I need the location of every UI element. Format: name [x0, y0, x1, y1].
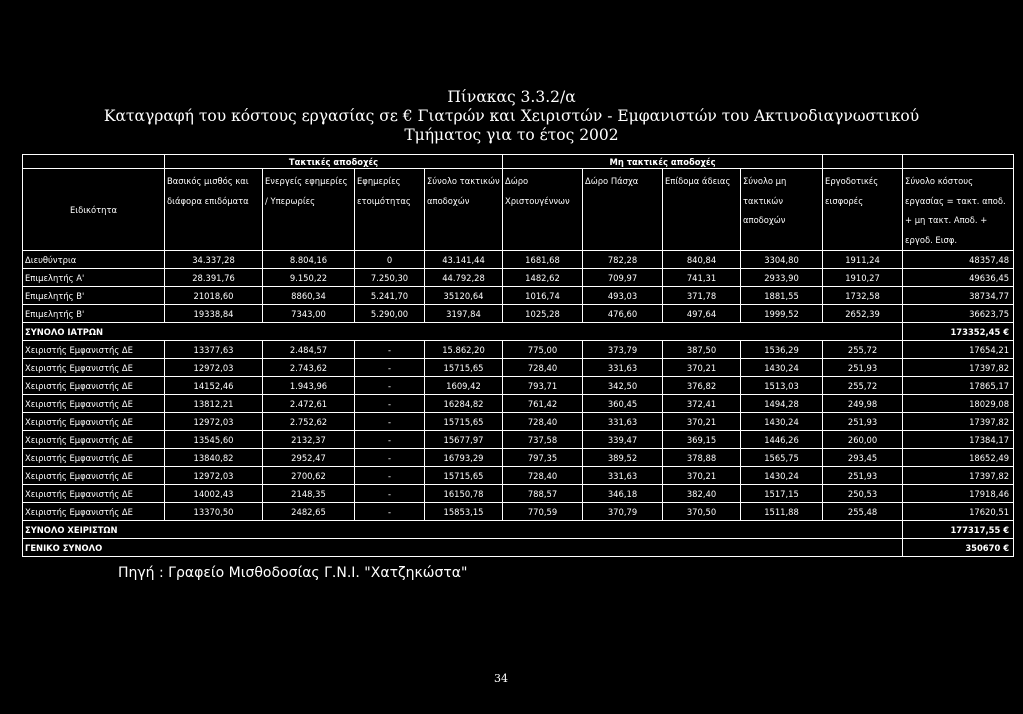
table-cell: 1016,74: [503, 287, 583, 305]
column-header: Ειδικότητα: [23, 169, 165, 251]
table-cell: 15715,65: [425, 467, 503, 485]
table-cell: 255,48: [823, 503, 903, 521]
row-label: Επιμελητής Β': [23, 305, 165, 323]
row-label: Επιμελητής Β': [23, 287, 165, 305]
table-cell: 782,28: [583, 251, 663, 269]
table-cell: 2.484,57: [263, 341, 355, 359]
blank-cell: [23, 155, 165, 169]
table-cell: 761,42: [503, 395, 583, 413]
table-cell: 3304,80: [741, 251, 823, 269]
column-header: Βασικός μισθός και διάφορα επιδόματα: [165, 169, 263, 251]
grand-total-row: [23, 539, 1014, 557]
row-label: Χειριστής Εμφανιστής ΔΕ: [23, 413, 165, 431]
table-row: [23, 269, 1014, 287]
table-cell: 255,72: [823, 341, 903, 359]
column-header: Εργοδοτικές εισφορές: [823, 169, 903, 251]
table-cell: 260,00: [823, 431, 903, 449]
table-cell: 17654,21: [903, 341, 1014, 359]
table-cell: 788,57: [503, 485, 583, 503]
table-cell: 12972,03: [165, 359, 263, 377]
table-cell: 371,78: [663, 287, 741, 305]
group-header-row: [23, 155, 1014, 169]
table-cell: 346,18: [583, 485, 663, 503]
table-cell: 1681,68: [503, 251, 583, 269]
doctors-total-label: ΣΥΝΟΛΟ ΙΑΤΡΩΝ: [23, 323, 903, 341]
table-cell: 12972,03: [165, 413, 263, 431]
table-cell: 728,40: [503, 413, 583, 431]
table-cell: 1536,29: [741, 341, 823, 359]
table-cell: 2952,47: [263, 449, 355, 467]
row-label: Χειριστής Εμφανιστής ΔΕ: [23, 485, 165, 503]
table-row: [23, 467, 1014, 485]
table-cell: -: [355, 467, 425, 485]
table-cell: 797,35: [503, 449, 583, 467]
table-cell: 1517,15: [741, 485, 823, 503]
table-cell: 18029,08: [903, 395, 1014, 413]
page-title: [0, 88, 1023, 145]
table-cell: 370,21: [663, 413, 741, 431]
table-cell: -: [355, 341, 425, 359]
table-cell: 17620,51: [903, 503, 1014, 521]
doctors-total-value: 173352,45 €: [903, 323, 1014, 341]
column-header: Σύνολο κόστους εργασίας = τακτ. αποδ. + μη τακτ. Αποδ. + εργοδ. Εισφ.: [903, 169, 1014, 251]
table-cell: 728,40: [503, 359, 583, 377]
table-cell: 3197,84: [425, 305, 503, 323]
table-cell: 8860,34: [263, 287, 355, 305]
table-cell: 1999,52: [741, 305, 823, 323]
table-cell: 737,58: [503, 431, 583, 449]
table-cell: -: [355, 503, 425, 521]
table-cell: 15715,65: [425, 413, 503, 431]
table-cell: -: [355, 359, 425, 377]
grand-total-value: 350670 €: [903, 539, 1014, 557]
table-cell: 16284,82: [425, 395, 503, 413]
table-cell: 7.250,30: [355, 269, 425, 287]
page-number: 34: [494, 672, 508, 685]
column-header-row: [23, 169, 1014, 251]
table-cell: 2482,65: [263, 503, 355, 521]
table-cell: 2.752,62: [263, 413, 355, 431]
table-cell: 12972,03: [165, 467, 263, 485]
table-cell: 2652,39: [823, 305, 903, 323]
source-note: Πηγή : Γραφείο Μισθοδοσίας Γ.Ν.Ι. "Χατζηκώστα": [118, 565, 468, 581]
table-cell: 378,88: [663, 449, 741, 467]
row-label: Διευθύντρια: [23, 251, 165, 269]
row-label: Χειριστής Εμφανιστής ΔΕ: [23, 431, 165, 449]
table-row: [23, 341, 1014, 359]
row-label: Χειριστής Εμφανιστής ΔΕ: [23, 467, 165, 485]
table-cell: 38734,77: [903, 287, 1014, 305]
table-number: Πίνακας 3.3.2/α: [447, 88, 576, 106]
table-cell: 249,98: [823, 395, 903, 413]
table-cell: 17865,17: [903, 377, 1014, 395]
table-cell: 15715,65: [425, 359, 503, 377]
table-cell: 13812,21: [165, 395, 263, 413]
table-row: [23, 305, 1014, 323]
table-cell: 382,40: [663, 485, 741, 503]
table-cell: 34.337,28: [165, 251, 263, 269]
row-label: Χειριστής Εμφανιστής ΔΕ: [23, 503, 165, 521]
table-cell: 369,15: [663, 431, 741, 449]
table-row: [23, 251, 1014, 269]
table-cell: 48357,48: [903, 251, 1014, 269]
table-cell: 360,45: [583, 395, 663, 413]
table-cell: 1482,62: [503, 269, 583, 287]
labor-cost-table: [22, 154, 1014, 557]
column-header: Εφημερίες ετοιμότητας: [355, 169, 425, 251]
table-cell: 493,03: [583, 287, 663, 305]
table-row: [23, 449, 1014, 467]
row-label: Χειριστής Εμφανιστής ΔΕ: [23, 377, 165, 395]
table-cell: 17384,17: [903, 431, 1014, 449]
table-cell: 370,21: [663, 359, 741, 377]
doctors-total-row: [23, 323, 1014, 341]
table-cell: 7343,00: [263, 305, 355, 323]
table-cell: 255,72: [823, 377, 903, 395]
table-cell: 14002,43: [165, 485, 263, 503]
table-cell: 1430,24: [741, 467, 823, 485]
table-cell: -: [355, 485, 425, 503]
table-cell: 14152,46: [165, 377, 263, 395]
table-cell: 250,53: [823, 485, 903, 503]
table-cell: 2132,37: [263, 431, 355, 449]
table-cell: 1025,28: [503, 305, 583, 323]
table-row: [23, 431, 1014, 449]
table-row: [23, 395, 1014, 413]
table-cell: 1430,24: [741, 359, 823, 377]
column-header: Δώρο Χριστουγέννων: [503, 169, 583, 251]
table-cell: -: [355, 377, 425, 395]
column-header: Ενεργείς εφημερίες / Υπερωρίες: [263, 169, 355, 251]
table-cell: 13370,50: [165, 503, 263, 521]
column-header: Δώρο Πάσχα: [583, 169, 663, 251]
operators-total-label: ΣΥΝΟΛΟ ΧΕΙΡΙΣΤΩΝ: [23, 521, 903, 539]
table-cell: 15677,97: [425, 431, 503, 449]
table-caption-line-1: Καταγραφή του κόστους εργασίας σε € Γιατρών και Χειριστών - Εμφανιστών του Ακτινοδιαγνωστικού: [103, 107, 920, 125]
table-cell: 370,21: [663, 467, 741, 485]
table-cell: 16150,78: [425, 485, 503, 503]
column-header: Σύνολο μη τακτικών αποδοχών: [741, 169, 823, 251]
table-cell: 2933,90: [741, 269, 823, 287]
table-cell: 17397,82: [903, 467, 1014, 485]
table-cell: -: [355, 413, 425, 431]
table-cell: 331,63: [583, 413, 663, 431]
table-cell: 370,79: [583, 503, 663, 521]
table-cell: 251,93: [823, 413, 903, 431]
table-cell: 1881,55: [741, 287, 823, 305]
row-label: Χειριστής Εμφανιστής ΔΕ: [23, 359, 165, 377]
table-cell: 28.391,76: [165, 269, 263, 287]
operators-rows: [23, 341, 1014, 521]
table-cell: 5.290,00: [355, 305, 425, 323]
table-cell: 1609,42: [425, 377, 503, 395]
grand-total-label: ΓΕΝΙΚΟ ΣΥΝΟΛΟ: [23, 539, 903, 557]
table-cell: 15853,15: [425, 503, 503, 521]
table-cell: 17397,82: [903, 413, 1014, 431]
table-cell: 840,84: [663, 251, 741, 269]
table-cell: 8.804,16: [263, 251, 355, 269]
table-cell: 342,50: [583, 377, 663, 395]
row-label: Χειριστής Εμφανιστής ΔΕ: [23, 341, 165, 359]
blank-cell: [903, 155, 1014, 169]
table-cell: 389,52: [583, 449, 663, 467]
regular-pay-header: Τακτικές αποδοχές: [165, 155, 503, 169]
table-cell: 331,63: [583, 467, 663, 485]
table-cell: 331,63: [583, 359, 663, 377]
table-cell: 17397,82: [903, 359, 1014, 377]
table-cell: 13545,60: [165, 431, 263, 449]
table-cell: 293,45: [823, 449, 903, 467]
table-cell: 339,47: [583, 431, 663, 449]
column-header: Επίδομα άδειας: [663, 169, 741, 251]
table-cell: 15.862,20: [425, 341, 503, 359]
table-cell: 16793,29: [425, 449, 503, 467]
table-cell: -: [355, 431, 425, 449]
table-cell: 13377,63: [165, 341, 263, 359]
table-cell: 43.141,44: [425, 251, 503, 269]
table-cell: 1911,24: [823, 251, 903, 269]
table-row: [23, 413, 1014, 431]
table-cell: 793,71: [503, 377, 583, 395]
table-cell: 0: [355, 251, 425, 269]
table-cell: 709,97: [583, 269, 663, 287]
row-label: Χειριστής Εμφανιστής ΔΕ: [23, 449, 165, 467]
table-cell: 49636,45: [903, 269, 1014, 287]
table-cell: 1511,88: [741, 503, 823, 521]
table-cell: 2.743,62: [263, 359, 355, 377]
table-cell: 5.241,70: [355, 287, 425, 305]
table-cell: 1910,27: [823, 269, 903, 287]
table-cell: 770,59: [503, 503, 583, 521]
table-cell: 44.792,28: [425, 269, 503, 287]
operators-total-row: [23, 521, 1014, 539]
row-label: Επιμελητής Α': [23, 269, 165, 287]
table-cell: 17918,46: [903, 485, 1014, 503]
table-cell: 373,79: [583, 341, 663, 359]
table-cell: 19338,84: [165, 305, 263, 323]
nonregular-pay-header: Μη τακτικές αποδοχές: [503, 155, 823, 169]
table-cell: 1430,24: [741, 413, 823, 431]
table-cell: 251,93: [823, 467, 903, 485]
table-cell: -: [355, 395, 425, 413]
table-cell: 1.943,96: [263, 377, 355, 395]
table-cell: 35120,64: [425, 287, 503, 305]
table-cell: -: [355, 449, 425, 467]
table-cell: 9.150,22: [263, 269, 355, 287]
blank-cell: [823, 155, 903, 169]
table-cell: 2700,62: [263, 467, 355, 485]
table-cell: 775,00: [503, 341, 583, 359]
table-cell: 1494,28: [741, 395, 823, 413]
table-cell: 387,50: [663, 341, 741, 359]
table-cell: 251,93: [823, 359, 903, 377]
table-cell: 36623,75: [903, 305, 1014, 323]
table-cell: 1513,03: [741, 377, 823, 395]
table-cell: 741,31: [663, 269, 741, 287]
table-cell: 1565,75: [741, 449, 823, 467]
table-row: [23, 287, 1014, 305]
table-cell: 476,60: [583, 305, 663, 323]
table-row: [23, 377, 1014, 395]
table-cell: 497,64: [663, 305, 741, 323]
table-cell: 372,41: [663, 395, 741, 413]
table-cell: 1446,26: [741, 431, 823, 449]
table-cell: 370,50: [663, 503, 741, 521]
table-row: [23, 359, 1014, 377]
table-cell: 1732,58: [823, 287, 903, 305]
table-cell: 376,82: [663, 377, 741, 395]
doctors-rows: [23, 251, 1014, 323]
table-cell: 21018,60: [165, 287, 263, 305]
table-caption-line-2: Τμήματος για το έτος 2002: [404, 126, 619, 144]
row-label: Χειριστής Εμφανιστής ΔΕ: [23, 395, 165, 413]
table-cell: 728,40: [503, 467, 583, 485]
operators-total-value: 177317,55 €: [903, 521, 1014, 539]
table-row: [23, 485, 1014, 503]
table-row: [23, 503, 1014, 521]
table-cell: 2.472,61: [263, 395, 355, 413]
table-cell: 2148,35: [263, 485, 355, 503]
column-header: Σύνολο τακτικών αποδοχών: [425, 169, 503, 251]
table-cell: 13840,82: [165, 449, 263, 467]
table-cell: 18652,49: [903, 449, 1014, 467]
